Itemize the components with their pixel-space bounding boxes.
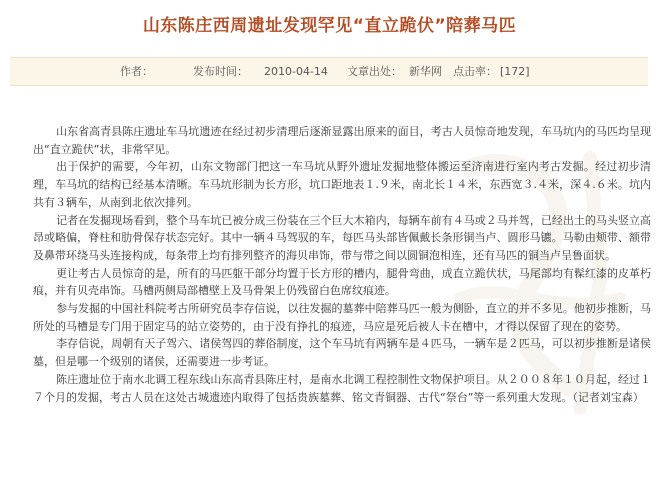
article-title: 山东陈庄西周遗址发现罕见“直立跪伏”陪葬马匹 bbox=[142, 16, 517, 36]
source-label: 文章出处： bbox=[347, 65, 402, 78]
click-count-label: 点击率： bbox=[453, 65, 497, 78]
article-paragraph: 更让考古人员惊奇的是，所有的马匹躯干部分均置于长方形的槽内，腿骨弯曲，成直立跪伏状，马尾部均有髹红漆的皮革朽痕，并有贝壳串饰。马槽两侧局部槽壁上及马骨架上仍残留白色席纹痕迹。 bbox=[33, 266, 651, 298]
article-paragraph: 山东省高青县陈庄遗址车马坑遗迹在经过初步清理后逐渐显露出原来的面目，考古人员惊奇地发现，车马坑内的马匹均呈现出“直立跪伏”状，非常罕见。 bbox=[33, 125, 651, 156]
article-paragraph: 参与发掘的中国社科院考古所研究员李存信说，以往发掘的墓葬中陪葬马匹一般为侧卧，直立的并不多见。他初步推断，马所处的马槽是专门用于固定马的站立姿势的，由于没有挣扎的痕迹，马应是死后被人卡在槽中，才得以保留了现在的姿势。 bbox=[33, 302, 651, 333]
author-label: 作者： bbox=[120, 65, 153, 78]
article-body bbox=[33, 123, 651, 406]
article-paragraph: 李存信说，周朝有天子驾六、诸侯驾四的葬俗制度，这个车马坑有两辆车是４匹马，一辆车是２匹马，可以初步推断是诸侯墓，但是哪一个级别的诸侯，还需要进一步考证。 bbox=[33, 337, 651, 369]
article-paragraph: 记者在发掘现场看到，整个马车坑已被分成三份装在三个巨大木箱内，每辆车前有４马或２马并驾，已经出土的马头竖立高昂或略偏，脊柱和肋骨保存状态完好。其中一辆４马驾驭的车，每匹马头部皆佩戴长条形铜当卢、圆形马镳。马勒由颊带、额带及鼻带环绕马头连接构成，每条带上均有排列整齐的海贝串饰，带与带之间以圆铜泡相连，还有马匹的铜当卢呈鲁面状。 bbox=[33, 213, 651, 262]
publish-time-label: 发布时间： bbox=[193, 65, 248, 78]
publish-time-value: 2010-04-14 bbox=[264, 65, 328, 78]
article-paragraph: 陈庄遗址位于南水北调工程东线山东高青县陈庄村，是南水北调工程控制性文物保护项目。从２００８年１０月起，经过１７个月的发掘，考古人员在这处古城遗迹内取得了包括贵族墓葬、铭文青铜器、古代“祭台”等一系列重大发现。（记者刘宝森） bbox=[33, 372, 651, 404]
article-meta-bar bbox=[10, 57, 648, 86]
article-paragraph: 出于保护的需要，今年初，山东文物部门把这一车马坑从野外遗址发掘地整体搬运至济南进行室内考古发掘。经过初步清理，车马坑的结构已经基本清晰。车马坑形制为长方形，坑口距地表１.９米，南北长１４米，东西宽３.４米，深４.６米。坑内共有３辆车，从南到北依次排列。 bbox=[33, 160, 651, 209]
click-count-value: [172] bbox=[500, 65, 530, 78]
source-value: 新华网 bbox=[409, 65, 442, 78]
